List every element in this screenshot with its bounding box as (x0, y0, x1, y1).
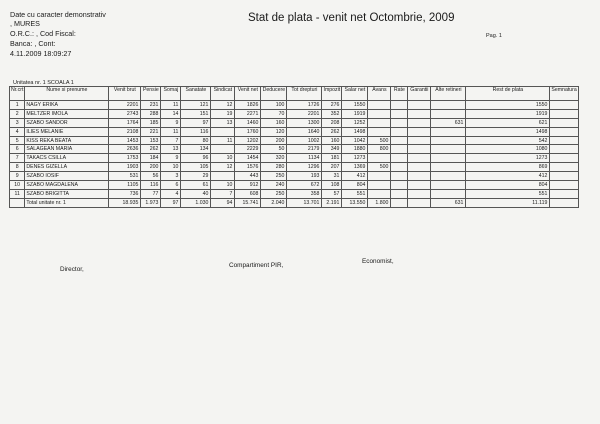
cell-sanatate: 134 (181, 145, 211, 154)
cell-name: NAGY ERIKA (25, 101, 109, 110)
cell-salar: 804 (342, 181, 368, 190)
cell-somaj: 9 (161, 154, 181, 163)
column-header: Semnatura (550, 87, 578, 101)
cell-rate (391, 109, 408, 118)
cell-sanatate: 121 (181, 101, 211, 110)
column-header: Venit net (235, 87, 261, 101)
cell-garantii (408, 109, 431, 118)
cell-avans: 500 (368, 163, 391, 172)
column-header: Nume si prenume (25, 87, 109, 101)
cell-signature (550, 127, 578, 136)
cell-rate (391, 118, 408, 127)
cell-nr: 4 (10, 127, 25, 136)
cell-name: SZABO SANDOR (25, 118, 109, 127)
cell-vnet: 912 (235, 181, 261, 190)
total-empty (408, 198, 431, 207)
cell-name: KISS REKA BEATA (25, 136, 109, 145)
column-header: Somaj (161, 87, 181, 101)
cell-impozit: 108 (322, 181, 342, 190)
cell-rest: 621 (466, 118, 550, 127)
cell-garantii (408, 145, 431, 154)
cell-deducere: 160 (261, 118, 287, 127)
column-header: Pensie (141, 87, 161, 101)
cell-avans (368, 109, 391, 118)
cell-name: SZABO IOSIF (25, 172, 109, 181)
table-row (10, 127, 579, 136)
column-header: Garantii (408, 87, 431, 101)
cell-deducere: 100 (261, 101, 287, 110)
column-header: Deducere (261, 87, 287, 101)
cell-pensie: 231 (141, 101, 161, 110)
cell-avans: 500 (368, 136, 391, 145)
cell-sanatate: 80 (181, 136, 211, 145)
cell-somaj: 6 (161, 181, 181, 190)
cell-garantii (408, 127, 431, 136)
cell-sanatate: 97 (181, 118, 211, 127)
cell-rate (391, 181, 408, 190)
cell-brut: 1453 (109, 136, 141, 145)
cell-deducere: 250 (261, 189, 287, 198)
cell-rest: 542 (466, 136, 550, 145)
cell-alte (431, 145, 466, 154)
cell-sanatate: 96 (181, 154, 211, 163)
cell-salar: 1252 (342, 118, 368, 127)
cell-deducere: 280 (261, 163, 287, 172)
total-sanatate: 1.030 (181, 198, 211, 207)
cell-salar: 1498 (342, 127, 368, 136)
cell-name: SALAGEAN MARIA (25, 145, 109, 154)
total-deducere: 2.040 (261, 198, 287, 207)
cell-rate (391, 189, 408, 198)
cell-salar: 1369 (342, 163, 368, 172)
cell-rate (391, 127, 408, 136)
cell-vnet: 1576 (235, 163, 261, 172)
cell-rest: 1080 (466, 145, 550, 154)
column-header: Venit brut (109, 87, 141, 101)
total-empty (10, 198, 25, 207)
cell-signature (550, 172, 578, 181)
cell-impozit: 208 (322, 118, 342, 127)
total-sindicat: 94 (211, 198, 235, 207)
cell-alte (431, 154, 466, 163)
cell-tot: 1640 (287, 127, 322, 136)
cell-signature (550, 101, 578, 110)
cell-vnet: 1826 (235, 101, 261, 110)
table-row (10, 189, 579, 198)
table-row (10, 136, 579, 145)
cell-name: DENES GIZELLA (25, 163, 109, 172)
cell-salar: 1919 (342, 109, 368, 118)
total-brut: 18.935 (109, 198, 141, 207)
column-header: Salar net (342, 87, 368, 101)
cell-tot: 672 (287, 181, 322, 190)
cell-brut: 531 (109, 172, 141, 181)
cell-sanatate: 61 (181, 181, 211, 190)
total-impozit: 2.191 (322, 198, 342, 207)
cell-nr: 1 (10, 101, 25, 110)
cell-nr: 5 (10, 136, 25, 145)
total-empty (550, 198, 578, 207)
table-row (10, 109, 579, 118)
cell-rate (391, 145, 408, 154)
cell-sanatate: 151 (181, 109, 211, 118)
table-row (10, 145, 579, 154)
cell-tot: 1726 (287, 101, 322, 110)
cell-signature (550, 154, 578, 163)
payroll-table (9, 86, 579, 208)
cell-sindicat (211, 172, 235, 181)
table-header (10, 87, 579, 101)
cell-alte (431, 189, 466, 198)
cell-brut: 2743 (109, 109, 141, 118)
cell-rest: 551 (466, 189, 550, 198)
total-vnet: 15.741 (235, 198, 261, 207)
company-orc: O.R.C.: , Cod Fiscal: (10, 29, 76, 38)
cell-name: SZABO BRIGITTA (25, 189, 109, 198)
cell-sindicat: 7 (211, 189, 235, 198)
cell-deducere: 120 (261, 127, 287, 136)
cell-impozit: 160 (322, 136, 342, 145)
column-header: Impozit (322, 87, 342, 101)
cell-pensie: 262 (141, 145, 161, 154)
cell-deducere: 200 (261, 136, 287, 145)
cell-garantii (408, 163, 431, 172)
cell-impozit: 207 (322, 163, 342, 172)
total-label: Total unitate nr. 1 (25, 198, 109, 207)
cell-pensie: 184 (141, 154, 161, 163)
cell-avans (368, 189, 391, 198)
cell-pensie: 56 (141, 172, 161, 181)
cell-deducere: 320 (261, 154, 287, 163)
cell-vnet: 1202 (235, 136, 261, 145)
cell-tot: 193 (287, 172, 322, 181)
cell-pensie: 153 (141, 136, 161, 145)
cell-pensie: 77 (141, 189, 161, 198)
cell-pensie: 185 (141, 118, 161, 127)
cell-sanatate: 105 (181, 163, 211, 172)
cell-nr: 3 (10, 118, 25, 127)
cell-nr: 10 (10, 181, 25, 190)
cell-deducere: 240 (261, 181, 287, 190)
cell-sindicat: 10 (211, 181, 235, 190)
cell-alte (431, 127, 466, 136)
cell-salar: 1550 (342, 101, 368, 110)
cell-avans (368, 101, 391, 110)
cell-deducere: 250 (261, 172, 287, 181)
cell-vnet: 2271 (235, 109, 261, 118)
table-row (10, 172, 579, 181)
column-header: Rest de plata (466, 87, 550, 101)
cell-garantii (408, 181, 431, 190)
cell-vnet: 1460 (235, 118, 261, 127)
cell-name: TAKACS CSILLA (25, 154, 109, 163)
cell-deducere: 70 (261, 109, 287, 118)
column-header: Tot drepturi (287, 87, 322, 101)
total-tot: 13.701 (287, 198, 322, 207)
total-somaj: 97 (161, 198, 181, 207)
cell-impozit: 31 (322, 172, 342, 181)
cell-sindicat (211, 127, 235, 136)
cell-avans (368, 172, 391, 181)
cell-impozit: 262 (322, 127, 342, 136)
document-title: Stat de plata - venit net Octombrie, 2009 (248, 12, 455, 24)
cell-avans (368, 181, 391, 190)
column-header: Sindicat (211, 87, 235, 101)
cell-vnet: 2229 (235, 145, 261, 154)
cell-rest: 804 (466, 181, 550, 190)
cell-alte (431, 181, 466, 190)
cell-somaj: 10 (161, 163, 181, 172)
cell-somaj: 11 (161, 101, 181, 110)
cell-sindicat: 11 (211, 136, 235, 145)
cell-rate (391, 163, 408, 172)
cell-somaj: 7 (161, 136, 181, 145)
unit-label: Unitatea nr. 1 SCOALA 1 (13, 80, 74, 86)
cell-pensie: 288 (141, 109, 161, 118)
cell-garantii (408, 189, 431, 198)
cell-pensie: 221 (141, 127, 161, 136)
cell-pensie: 116 (141, 181, 161, 190)
cell-brut: 2201 (109, 101, 141, 110)
cell-vnet: 1454 (235, 154, 261, 163)
cell-avans (368, 127, 391, 136)
cell-nr: 2 (10, 109, 25, 118)
cell-rate (391, 154, 408, 163)
cell-tot: 2179 (287, 145, 322, 154)
cell-nr: 8 (10, 163, 25, 172)
cell-somaj: 14 (161, 109, 181, 118)
cell-somaj: 9 (161, 118, 181, 127)
total-row (10, 198, 579, 207)
cell-impozit: 57 (322, 189, 342, 198)
cell-rest: 1273 (466, 154, 550, 163)
cell-sanatate: 29 (181, 172, 211, 181)
cell-vnet: 608 (235, 189, 261, 198)
cell-avans: 800 (368, 145, 391, 154)
total-pensie: 1.973 (141, 198, 161, 207)
total-rest: 11.119 (466, 198, 550, 207)
cell-rest: 869 (466, 163, 550, 172)
cell-salar: 1880 (342, 145, 368, 154)
cell-rest: 1498 (466, 127, 550, 136)
cell-rest: 1550 (466, 101, 550, 110)
cell-avans (368, 154, 391, 163)
cell-signature (550, 109, 578, 118)
cell-signature (550, 136, 578, 145)
cell-vnet: 443 (235, 172, 261, 181)
table-row (10, 181, 579, 190)
table-row (10, 118, 579, 127)
cell-signature (550, 163, 578, 172)
cell-avans (368, 118, 391, 127)
cell-salar: 1273 (342, 154, 368, 163)
cell-sindicat: 12 (211, 101, 235, 110)
signature-director: Director, (60, 266, 84, 273)
cell-nr: 7 (10, 154, 25, 163)
cell-garantii (408, 136, 431, 145)
cell-salar: 551 (342, 189, 368, 198)
cell-nr: 11 (10, 189, 25, 198)
cell-salar: 412 (342, 172, 368, 181)
cell-garantii (408, 154, 431, 163)
cell-rate (391, 172, 408, 181)
page-number: Pag. 1 (486, 33, 502, 39)
column-header: Rate (391, 87, 408, 101)
cell-brut: 1105 (109, 181, 141, 190)
signature-economist: Economist, (362, 258, 394, 265)
cell-name: SZABO MAGDALENA (25, 181, 109, 190)
cell-sindicat (211, 145, 235, 154)
cell-salar: 1042 (342, 136, 368, 145)
cell-tot: 1002 (287, 136, 322, 145)
cell-signature (550, 118, 578, 127)
cell-nr: 9 (10, 172, 25, 181)
cell-alte: 631 (431, 118, 466, 127)
signature-compartiment: Compartiment PIR, (229, 262, 284, 269)
cell-somaj: 13 (161, 145, 181, 154)
cell-rate (391, 101, 408, 110)
cell-vnet: 1760 (235, 127, 261, 136)
table-body (10, 101, 579, 208)
cell-sindicat: 12 (211, 163, 235, 172)
cell-alte (431, 101, 466, 110)
table-row (10, 101, 579, 110)
cell-alte (431, 109, 466, 118)
cell-brut: 2108 (109, 127, 141, 136)
cell-impozit: 276 (322, 101, 342, 110)
cell-deducere: 50 (261, 145, 287, 154)
cell-tot: 358 (287, 189, 322, 198)
cell-somaj: 4 (161, 189, 181, 198)
column-header: Alte retineri (431, 87, 466, 101)
cell-brut: 2636 (109, 145, 141, 154)
column-header: Nr.crt (10, 87, 25, 101)
cell-alte (431, 136, 466, 145)
cell-name: ILIES MELANIE (25, 127, 109, 136)
cell-sindicat: 19 (211, 109, 235, 118)
cell-tot: 1296 (287, 163, 322, 172)
cell-nr: 6 (10, 145, 25, 154)
cell-impozit: 181 (322, 154, 342, 163)
total-avans: 1.800 (368, 198, 391, 207)
table-row (10, 154, 579, 163)
cell-signature (550, 181, 578, 190)
table-row (10, 163, 579, 172)
cell-sindicat: 10 (211, 154, 235, 163)
cell-garantii (408, 172, 431, 181)
company-bank: Banca: , Cont: (10, 39, 56, 48)
cell-alte (431, 172, 466, 181)
print-timestamp: 4.11.2009 18:09:27 (10, 49, 72, 58)
total-empty (391, 198, 408, 207)
cell-brut: 1903 (109, 163, 141, 172)
cell-brut: 736 (109, 189, 141, 198)
cell-impozit: 352 (322, 109, 342, 118)
cell-tot: 1134 (287, 154, 322, 163)
total-salar: 13.550 (342, 198, 368, 207)
cell-tot: 1300 (287, 118, 322, 127)
cell-garantii (408, 118, 431, 127)
column-header: Sanatate (181, 87, 211, 101)
cell-brut: 1753 (109, 154, 141, 163)
cell-garantii (408, 101, 431, 110)
cell-alte (431, 163, 466, 172)
cell-signature (550, 189, 578, 198)
column-header: Avans (368, 87, 391, 101)
cell-pensie: 200 (141, 163, 161, 172)
cell-rest: 1919 (466, 109, 550, 118)
company-location: , MURES (10, 19, 40, 28)
total-alte: 631 (431, 198, 466, 207)
cell-somaj: 11 (161, 127, 181, 136)
cell-sanatate: 40 (181, 189, 211, 198)
cell-rate (391, 136, 408, 145)
company-name: Date cu caracter demonstrativ (10, 10, 106, 19)
cell-somaj: 3 (161, 172, 181, 181)
cell-signature (550, 145, 578, 154)
cell-sindicat: 13 (211, 118, 235, 127)
cell-sanatate: 116 (181, 127, 211, 136)
cell-brut: 1764 (109, 118, 141, 127)
cell-rest: 412 (466, 172, 550, 181)
cell-tot: 2201 (287, 109, 322, 118)
cell-name: MELTZER IMOLA (25, 109, 109, 118)
cell-impozit: 349 (322, 145, 342, 154)
